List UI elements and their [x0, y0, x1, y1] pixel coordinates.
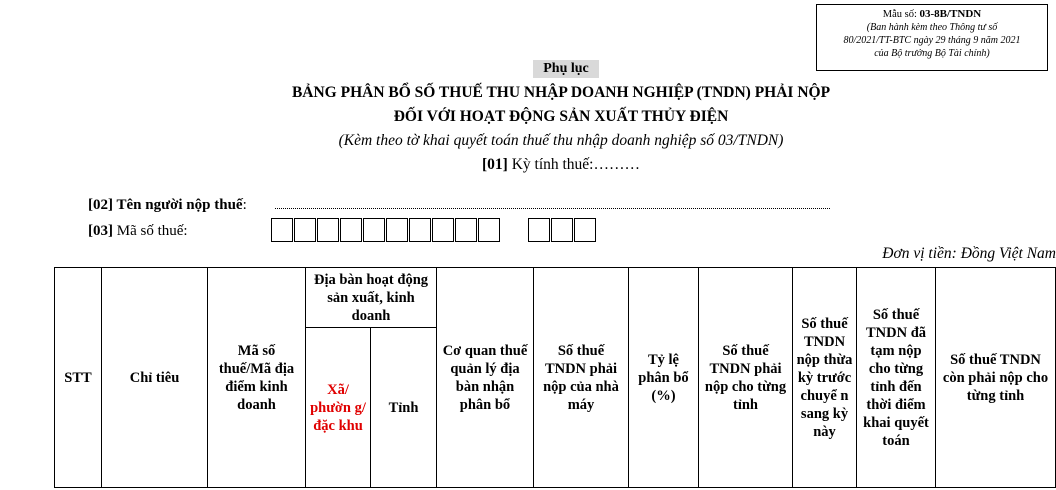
form-code-label: Mẫu số:	[882, 9, 920, 20]
tax-id-branch-digit-box[interactable]	[528, 218, 550, 242]
title-line2: ĐỐI VỚI HOẠT ĐỘNG SẢN XUẤT THỦY ĐIỆN	[393, 108, 729, 125]
tax-id-boxes-branch[interactable]	[528, 218, 597, 242]
tax-period-label: Kỳ tính thuế:………	[507, 156, 640, 173]
taxpayer-name-label: [02] Tên người nộp thuế	[88, 197, 243, 213]
subtitle: (Kèm theo tờ khai quyết toán thuế thu nhập doanh nghiệp số 03/TNDN)	[338, 132, 784, 149]
form-note-line1: (Ban hành kèm theo Thông tư số	[866, 22, 998, 33]
form-code: 03-8B/TNDN	[919, 8, 982, 20]
taxpayer-name-field[interactable]	[275, 207, 830, 209]
tax-id-code: [03]	[88, 223, 113, 239]
form-number-box	[816, 4, 1048, 71]
header-area-group: Địa bàn hoạt động sản xuất, kinh doanh	[306, 268, 437, 328]
tax-id-boxes-main[interactable]	[271, 218, 501, 242]
form-note-line3: của Bộ trưởng Bộ Tài chính)	[874, 48, 990, 59]
tax-id-row	[88, 223, 188, 240]
header-tax-authority: Cơ quan thuế quản lý địa bàn nhận phân bổ	[437, 268, 534, 488]
tax-id-digit-box[interactable]	[432, 218, 454, 242]
header-tax-code: Mã số thuế/Mã địa điểm kinh doanh	[208, 268, 306, 488]
header-plant-tax: Số thuế TNDN phải nộp của nhà máy	[534, 268, 629, 488]
header-remaining: Số thuế TNDN còn phải nộp cho từng tỉnh	[936, 268, 1056, 488]
tax-id-digit-box[interactable]	[478, 218, 500, 242]
title-line1: BẢNG PHÂN BỔ SỐ THUẾ THU NHẬP DOANH NGHIỆP (TNDN) PHẢI NỘP	[291, 84, 831, 101]
allocation-table	[54, 267, 1056, 488]
currency-unit: Đơn vị tiền: Đồng Việt Nam	[882, 245, 1056, 262]
tax-id-branch-digit-box[interactable]	[574, 218, 596, 242]
tax-id-digit-box[interactable]	[271, 218, 293, 242]
tax-id-digit-box[interactable]	[409, 218, 431, 242]
tax-id-digit-box[interactable]	[363, 218, 385, 242]
tax-id-digit-box[interactable]	[340, 218, 362, 242]
header-overpaid: Số thuế TNDN nộp thừa kỳ trước chuyể n sang kỳ này	[793, 268, 857, 488]
header-province-tax: Số thuế TNDN phải nộp cho từng tỉnh	[699, 268, 793, 488]
header-stt: STT	[55, 268, 102, 488]
tax-id-label: Mã số thuế:	[113, 223, 188, 239]
tax-period-code: [01]	[481, 156, 508, 173]
tax-id-digit-box[interactable]	[317, 218, 339, 242]
taxpayer-name-sep: :	[242, 197, 247, 213]
tax-id-digit-box[interactable]	[455, 218, 477, 242]
tax-period[interactable]	[0, 156, 1056, 174]
appendix-label: Phụ lục	[533, 60, 599, 78]
taxpayer-name-row	[88, 197, 247, 214]
tax-id-digit-box[interactable]	[386, 218, 408, 242]
tax-id-digit-box[interactable]	[294, 218, 316, 242]
tax-id-branch-digit-box[interactable]	[551, 218, 573, 242]
header-ratio: Tỷ lệ phân bổ (%)	[629, 268, 699, 488]
header-province: Tỉnh	[371, 328, 437, 488]
header-indicator: Chỉ tiêu	[102, 268, 208, 488]
header-commune: Xã/ phườn g/đặc khu	[306, 328, 371, 488]
form-note-line2: 80/2021/TT-BTC ngày 29 tháng 9 năm 2021	[843, 35, 1021, 46]
header-provisional: Số thuế TNDN đã tạm nộp cho từng tỉnh đến thời điểm khai quyết toán	[857, 268, 936, 488]
